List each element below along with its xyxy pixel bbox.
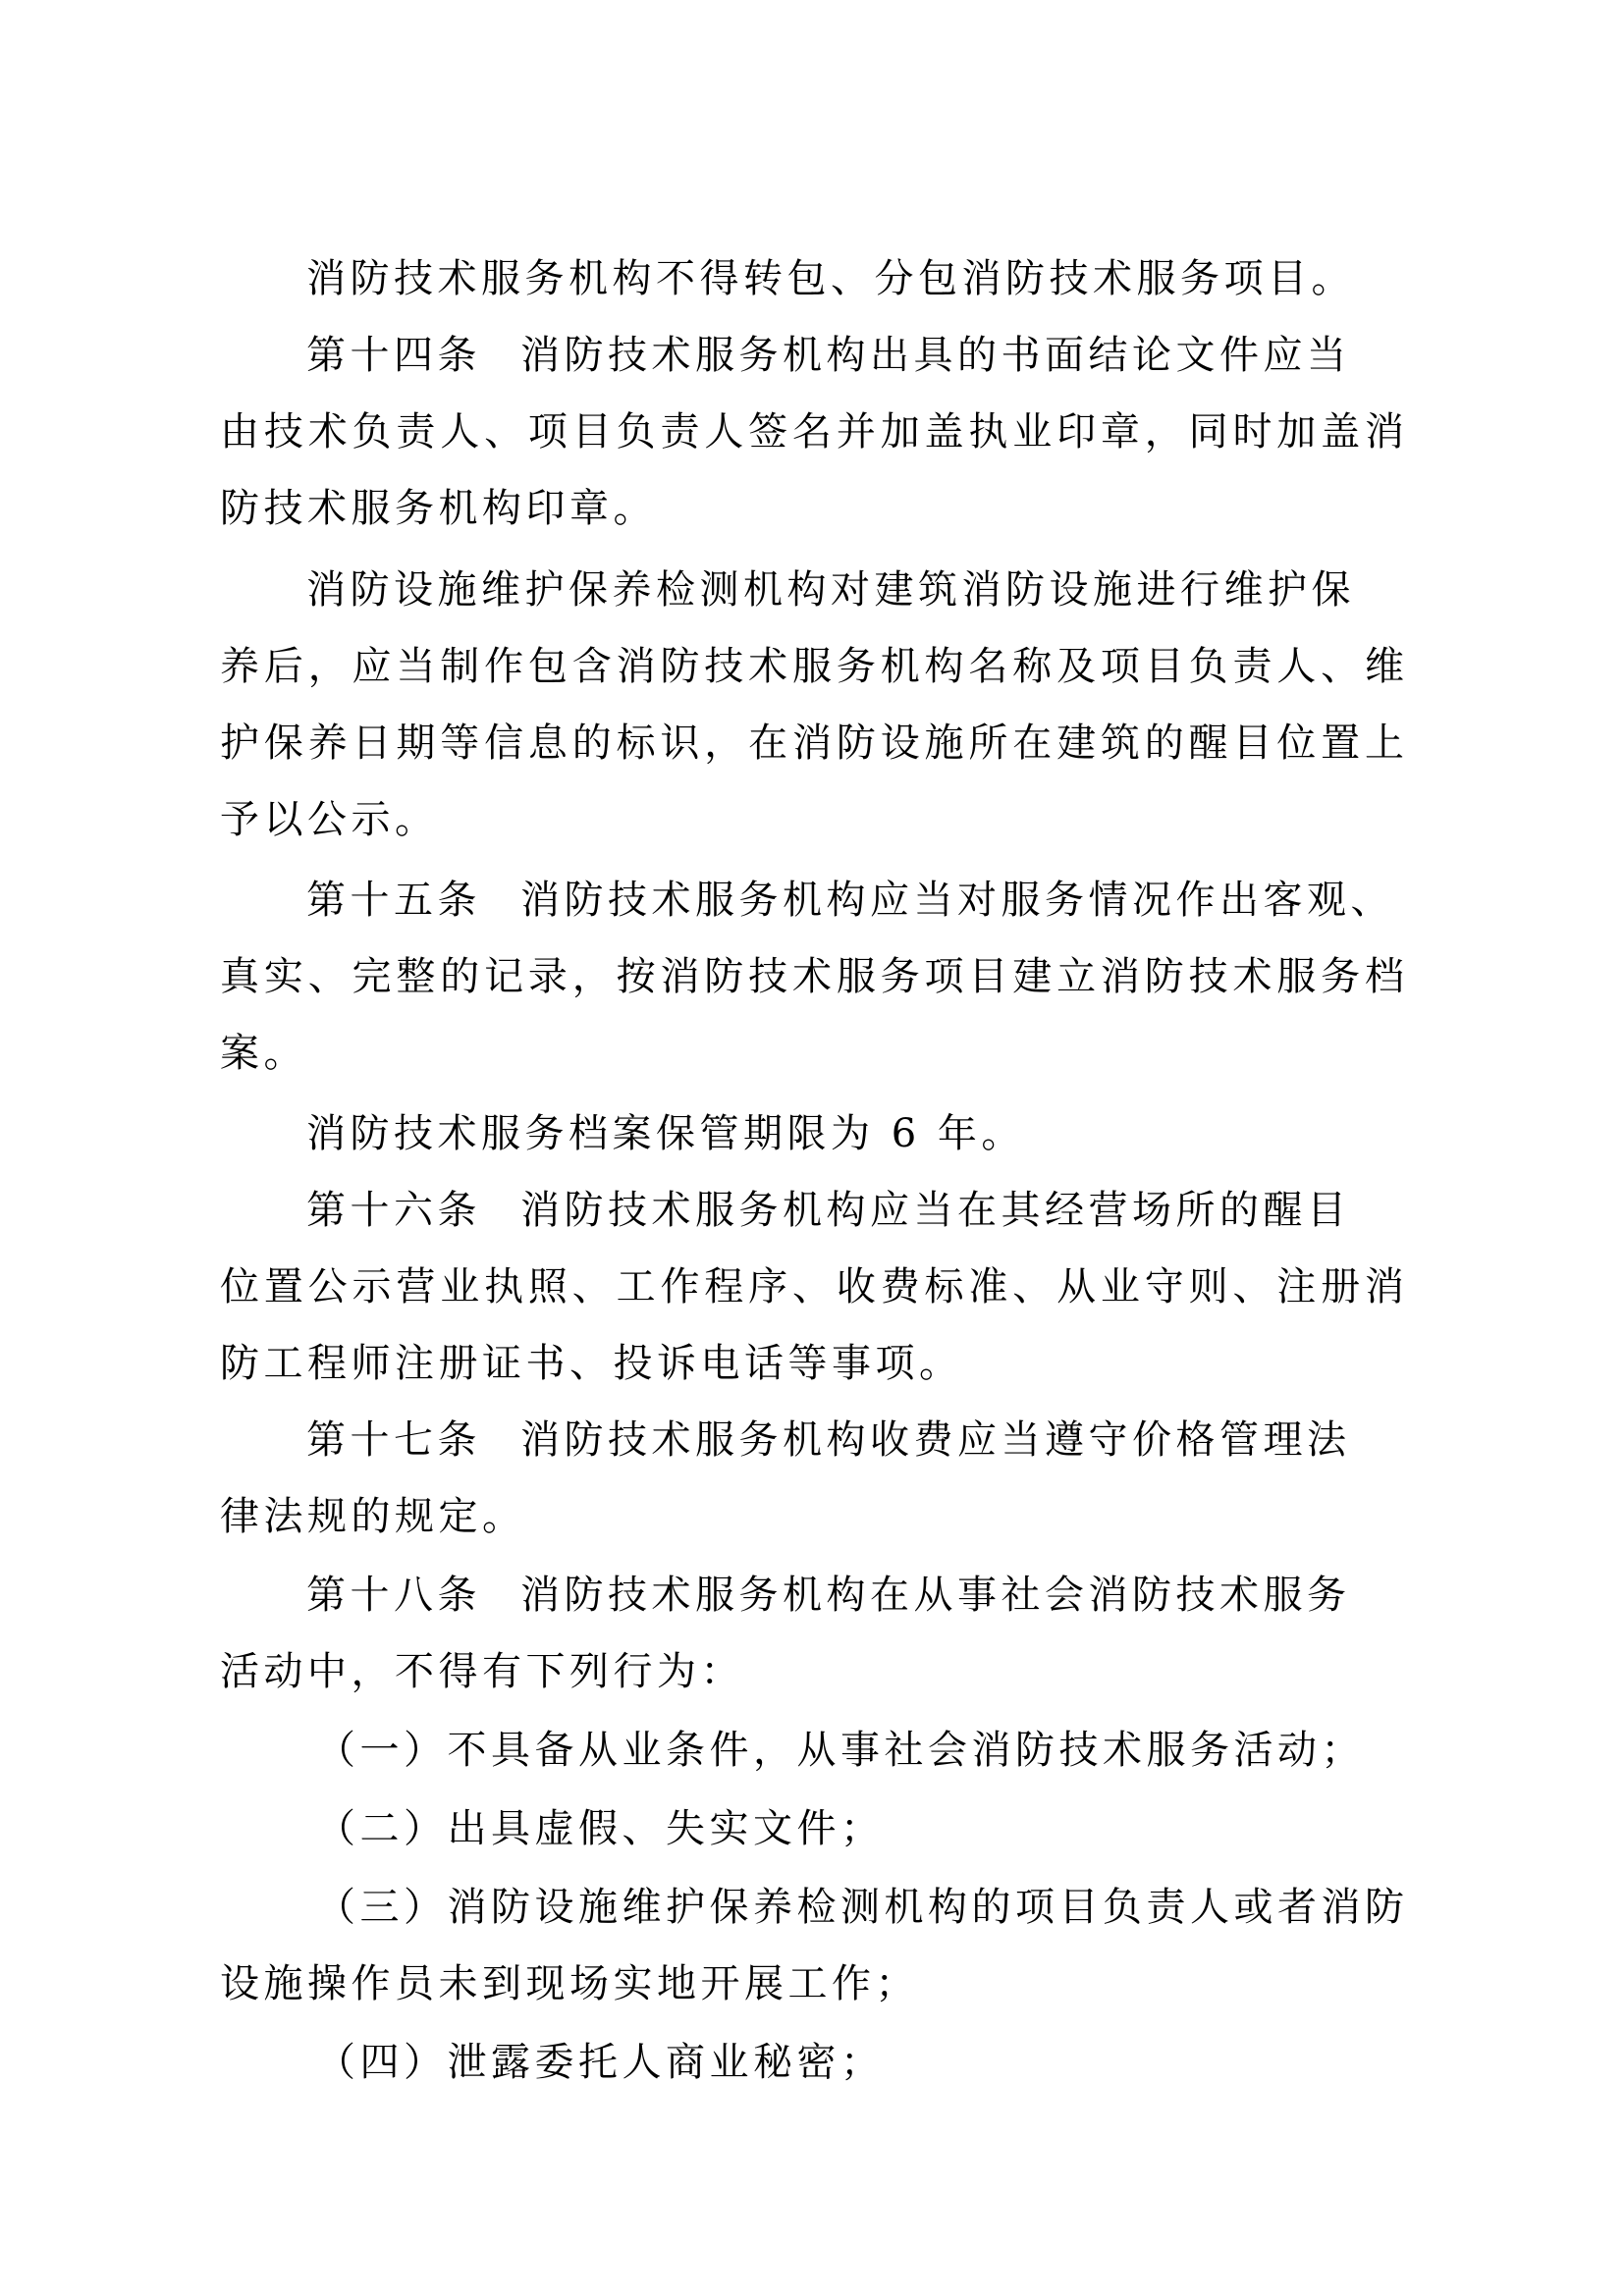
list-item: （四）泄露委托人商业秘密； xyxy=(316,2040,885,2085)
article-18-heading-line xyxy=(306,1557,1404,1633)
article-14-heading-line xyxy=(306,317,1404,394)
article-15-heading-line xyxy=(306,862,1404,938)
paragraph-line: 养后，应当制作包含消防技术服务机构名称及项目负责人、维 xyxy=(220,644,1404,689)
paragraph-line: 防技术服务机构印章。 xyxy=(220,486,657,531)
paragraph-line: 位置公示营业执照、工作程序、收费标准、从业守则、注册消 xyxy=(220,1264,1404,1309)
article-text: 消防技术服务机构应当在其经营场所的醒目 xyxy=(520,1188,1351,1233)
article-number: 第十八条 xyxy=(306,1573,481,1618)
list-item: （一）不具备从业条件，从事社会消防技术服务活动； xyxy=(316,1728,1365,1773)
article-number: 第十五条 xyxy=(306,878,481,923)
paragraph-line: 消防设施维护保养检测机构对建筑消防设施进行维护保 xyxy=(306,567,1355,613)
paragraph-line: 律法规的规定。 xyxy=(220,1494,526,1539)
article-text: 消防技术服务机构应当对服务情况作出客观、 xyxy=(520,878,1394,923)
paragraph-line: 真实、完整的记录，按消防技术服务项目建立消防技术服务档 xyxy=(220,954,1404,999)
paragraph-line: 由技术负责人、项目负责人签名并加盖执业印章，同时加盖消 xyxy=(220,409,1404,454)
article-number: 第十四条 xyxy=(306,333,481,378)
article-number: 第十七条 xyxy=(306,1417,481,1463)
article-17-heading-line xyxy=(306,1402,1404,1478)
paragraph-line: 予以公示。 xyxy=(220,797,439,842)
paragraph-line: 护保养日期等信息的标识，在消防设施所在建筑的醒目位置上 xyxy=(220,721,1404,766)
list-item: （三）消防设施维护保养检测机构的项目负责人或者消防 xyxy=(316,1885,1409,1930)
paragraph-line: 案。 xyxy=(220,1031,307,1076)
list-item: （二）出具虚假、失实文件； xyxy=(316,1806,885,1851)
paragraph-line: 消防技术服务档案保管期限为 6 年。 xyxy=(306,1111,1025,1156)
paragraph-line: 防工程师注册证书、投诉电话等事项。 xyxy=(220,1341,963,1386)
paragraph-line: 消防技术服务机构不得转包、分包消防技术服务项目。 xyxy=(306,256,1355,301)
article-text: 消防技术服务机构出具的书面结论文件应当 xyxy=(520,333,1351,378)
article-text: 消防技术服务机构在从事社会消防技术服务 xyxy=(520,1573,1351,1618)
article-16-heading-line xyxy=(306,1172,1404,1249)
article-text: 消防技术服务机构收费应当遵守价格管理法 xyxy=(520,1417,1351,1463)
list-item-continuation: 设施操作员未到现场实地开展工作； xyxy=(220,1961,919,2006)
article-number: 第十六条 xyxy=(306,1188,481,1233)
paragraph-line: 活动中，不得有下列行为： xyxy=(220,1649,744,1694)
